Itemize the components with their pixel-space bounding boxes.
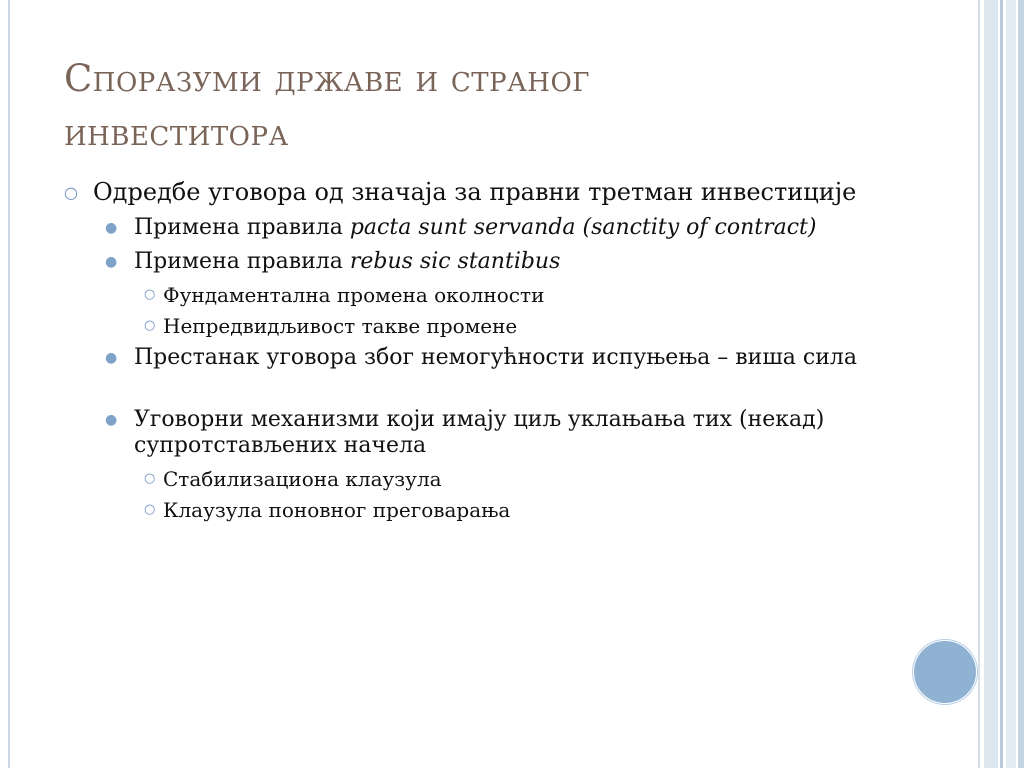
left-border-line [8,0,10,768]
hollow-circle-bullet-icon: ○ [144,471,156,486]
hollow-circle-bullet-icon: ○ [144,502,156,517]
list-item [64,467,884,491]
deco-stripe [978,0,980,768]
bullet-text: Уговорни механизми који имају циљ уклањања тих (некад) супротстављених начела [134,407,825,458]
list-item [64,407,884,459]
bullet-text: Престанак уговора због немогућности испуњења – виша сила [134,345,857,370]
slide-title-line2: инвеститора [64,111,289,154]
list-item [64,178,884,207]
list-item [64,345,884,371]
dot-bullet-icon: ● [105,254,118,270]
bullet-text: Фундаментална промена околности [163,283,545,307]
bullet-text-italic: pacta sunt servanda (sanctity of contract) [349,215,817,240]
bullet-text-italic: rebus sic stantibus [349,249,561,274]
list-item [64,283,884,307]
bullet-text: Непредвидљивост такве промене [163,314,518,338]
bullet-text: Одредбе уговора од значаја за правни третман инвестиције [93,178,857,206]
deco-stripe [1018,0,1024,768]
dot-bullet-icon: ● [105,350,118,366]
dot-bullet-icon: ● [105,220,118,236]
list-item [64,215,884,241]
deco-stripe [984,0,998,768]
hollow-circle-bullet-icon: ○ [64,183,78,202]
list-item [64,498,884,522]
deco-stripe [1000,0,1003,768]
bullet-text-prefix: Примена правила [134,215,350,240]
dot-bullet-icon: ● [105,412,118,428]
list-item [64,249,884,275]
spacer [64,379,884,407]
deco-stripe [1006,0,1016,768]
hollow-circle-bullet-icon: ○ [144,287,156,302]
slide-title-line1: Споразуми државе и страног [64,57,590,100]
slide-title [64,52,884,160]
decorative-circle [913,640,977,704]
hollow-circle-bullet-icon: ○ [144,318,156,333]
right-decoration [978,0,1024,768]
bullet-text: Клаузула поновног преговарања [163,498,511,522]
bullet-text: Стабилизациона клаузула [163,467,442,491]
list-item [64,314,884,338]
slide-content [64,178,884,529]
bullet-text-prefix: Примена правила [134,249,350,274]
